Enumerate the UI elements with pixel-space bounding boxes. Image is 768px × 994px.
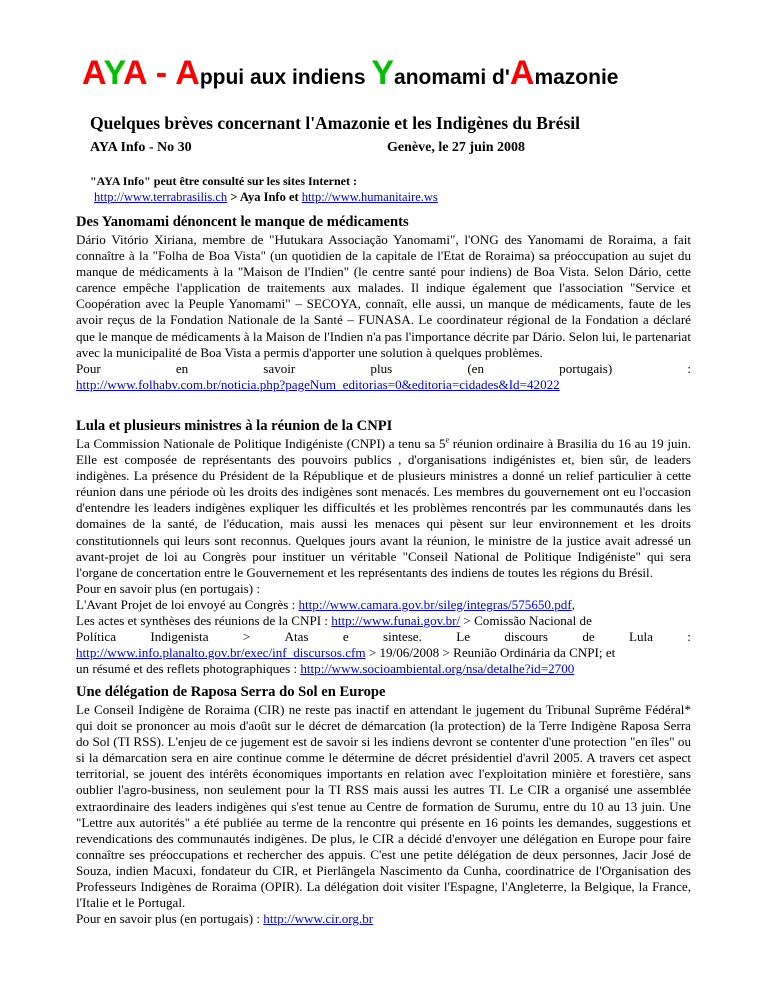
word: Pour: [76, 360, 101, 376]
section-1-more: [76, 361, 691, 377]
masthead-dash: -: [146, 54, 176, 92]
cir-link[interactable]: http://www.cir.org.br: [263, 911, 374, 927]
section-2-text-a: La Commission Nationale de Politique Indigéniste (CNPI) a tenu sa 5: [76, 436, 446, 451]
word: sintese.: [382, 629, 422, 645]
website-note: "AYA Info" peut être consulté sur les sites Internet :: [90, 174, 357, 188]
section-2-title: Lula et plusieurs ministres à la réunion de la CNPI: [76, 418, 393, 434]
word: savoir: [263, 360, 296, 376]
word: portugais): [559, 360, 613, 376]
issue-number: AYA Info - No 30: [90, 140, 192, 155]
section-2-link-line-3: [76, 629, 691, 645]
terrabrasilis-link[interactable]: http://www.terrabrasilis.ch: [94, 190, 228, 204]
section-2-link-line-5: [76, 661, 691, 677]
word: :: [687, 629, 691, 645]
planalto-link[interactable]: http://www.info.planalto.gov.br/exec/inf_discursos.cfm: [76, 645, 366, 661]
section-1-body: [76, 232, 691, 393]
masthead-appui-initial: A: [175, 54, 200, 92]
socioambiental-link[interactable]: http://www.socioambiental.org/nsa/detalhe?id=2700: [300, 661, 575, 677]
word: discours: [504, 629, 548, 645]
camara-link[interactable]: http://www.camara.gov.br/sileg/integras/575650.pdf: [298, 596, 572, 612]
section-3-body: [76, 702, 691, 927]
humanitaire-link[interactable]: http://www.humanitaire.ws: [301, 190, 438, 204]
section-2-text-b: réunion ordinaire à Brasilia du 16 au 19 juin. Elle est composée de représentants des pouvoirs publics , d'organisations indigénistes et, bien sûr, de leaders indigènes. La présence du Président de la République et de plusieurs ministres a donné un relief particulier à cette réunion dans une période où les droits des indigènes sont menacés. Les membres du gouvernement ont eu l'occasion d'entendre les leaders indigènes expliquer les difficultés et les problèmes rencontrés par les communautés dans les domaines de la santé, de l'éducation, mais aussi les menaces qui pèsent sur leur environnement et les droits constitutionnels qui leurs sont reconnus. Quelques jours avant la réunion, le ministre de la justice avait adressé un avant-projet de loi au Congrès pour instituer un véritable "Conseil National de Politique Indigéniste" qui sera l'organe de concertation entre le Gouvernement et les représentants des indiens de toutes les régions du Brésil.: [76, 436, 692, 580]
section-1-title: Des Yanomami dénoncent le manque de médicaments: [76, 214, 409, 230]
word: Le: [456, 629, 471, 645]
word: (en: [467, 360, 485, 376]
word: Lula: [628, 629, 653, 645]
section-2-more: Pour en savoir plus (en portugais) :: [76, 580, 261, 596]
masthead-y: Y: [103, 54, 123, 92]
section-3-more: [76, 911, 691, 927]
label: ,: [571, 596, 575, 612]
label: > 19/06/2008 > Reunião Ordinária da CNPI; et: [365, 645, 616, 661]
word: Política: [76, 629, 117, 645]
word: de: [582, 629, 595, 645]
masthead-appui-rest: ppui aux indiens: [199, 66, 372, 89]
section-2-link-line-1: [76, 597, 691, 613]
label: Les actes et synthèses des réunions de la CNPI :: [76, 613, 332, 629]
funai-link[interactable]: http://www.funai.gov.br/: [331, 613, 461, 629]
masthead-a: A: [82, 54, 104, 92]
website-links: [94, 190, 438, 205]
section-3-text: Le Conseil Indigène de Roraima (CIR) ne reste pas inactif en attendant le jugement du Tribunal Suprême Fédéral* qui doit se prononcer au mois d'août sur le décret de démarcation (la protection) de la Terre Indigène Raposa Serra do Sol (TI RSS). L'enjeu de ce jugement est de savoir si les indiens devront se contenter d'une protection "en îles" ou si la démarcation sera en aire continue comme le détermine de décret présidentiel d'avril 2005. A travers cet aspect territorial, se jouent des intérêts économiques importants en relation avec l'exploitation minière et forestière, sans oublier l'agro-business, non seulement pour la TI RSS mais aussi les autres TI. Le CIR a organisé une assemblée extraordinaire des leaders indigènes qui s'est tenue au Centre de formation de Surumu, entre du 10 au 13 juin. Une "Lettre aux autorités" a été publiée au terme de la rencontre qui présente en 16 points les demandes, suggestions et revendications des communautés indigènes. De plus, le CIR a décidé d'envoyer une délégation en Europe pour faire connaître ses préoccupations et rechercher des appuis. C'est une petite délégation de deux personnes, Jacir José de Souza, indien Macuxi, fondateur du CIR, et Pierlângela Nascimento da Cunha, coordinatrice de l'Organisation des Professeurs Indigènes de Roraima (OPIR). La délégation doit visiter l'Espagne, l'Angleterre, la Belgique, la France, l'Italie et le Portugal.: [76, 702, 691, 911]
subtitle: Quelques brèves concernant l'Amazonie et les Indigènes du Brésil: [90, 113, 580, 133]
masthead-amazonie-rest: mazonie: [534, 66, 619, 89]
masthead-yanomami-initial: Y: [371, 54, 395, 92]
masthead: [82, 56, 618, 90]
label: L'Avant Projet de loi envoyé au Congrès :: [76, 596, 299, 612]
word: en: [175, 360, 189, 376]
section-1-text: Dário Vitório Xiriana, membre de "Hutukara Associação Yanomami", l'ONG des Yanomami de Roraima, a fait connaître à la "Folha de Boa Vista" (un quotidien de la capitale de l'Etat de Roraima) sa préoccupation au sujet du manque de médicaments à la "Maison de l'Indien" (le centre santé pour indiens) de Boa Vista. Selon Dário, cette carence empêche l'application de traitements aux malades. Il indique également que l'association "Service et Coopération avec la Peuple Yanomami" – SECOYA, connaît, elle aussi, un manque de médicaments, faute de les avoir reçus de la Fondation Nationale de la Santé – FUNASA. Le coordinateur régional de la Fondation a déclaré que le manque de médicaments à la Maison de l'Indien n'a pas l'importance décrite par Dário. Selon lui, le partenariat avec la municipalité de Boa Vista a permis d'apporter une solution à quelques problèmes.: [76, 232, 691, 360]
word: e: [342, 629, 349, 645]
label: > Comissão Nacional de: [460, 613, 592, 629]
section-2-link-line-2: [76, 613, 691, 629]
word: plus: [370, 360, 393, 376]
word: >: [242, 629, 251, 645]
word: Indigenista: [150, 629, 209, 645]
website-links-mid: > Aya Info et: [227, 190, 302, 204]
label: un résumé et des reflets photographiques :: [76, 661, 301, 677]
section-2-body: [76, 436, 691, 677]
section-2-text: [76, 436, 691, 581]
superscript: e: [445, 435, 450, 445]
masthead-yanomami-rest: anomami d': [394, 66, 510, 89]
section-3-title: Une délégation de Raposa Serra do Sol en Europe: [76, 684, 386, 700]
section-2-link-line-4: [76, 645, 691, 661]
masthead-a-2: A: [123, 54, 147, 92]
folhabv-link[interactable]: http://www.folhabv.com.br/noticia.php?pageNum_editorias=0&editoria=cidades&Id=42022: [76, 376, 560, 392]
masthead-amazonie-initial: A: [509, 54, 535, 92]
word: :: [687, 360, 691, 376]
word: Atas: [284, 629, 309, 645]
dateline: Genève, le 27 juin 2008: [387, 140, 526, 155]
label: Pour en savoir plus (en portugais) :: [76, 911, 264, 927]
